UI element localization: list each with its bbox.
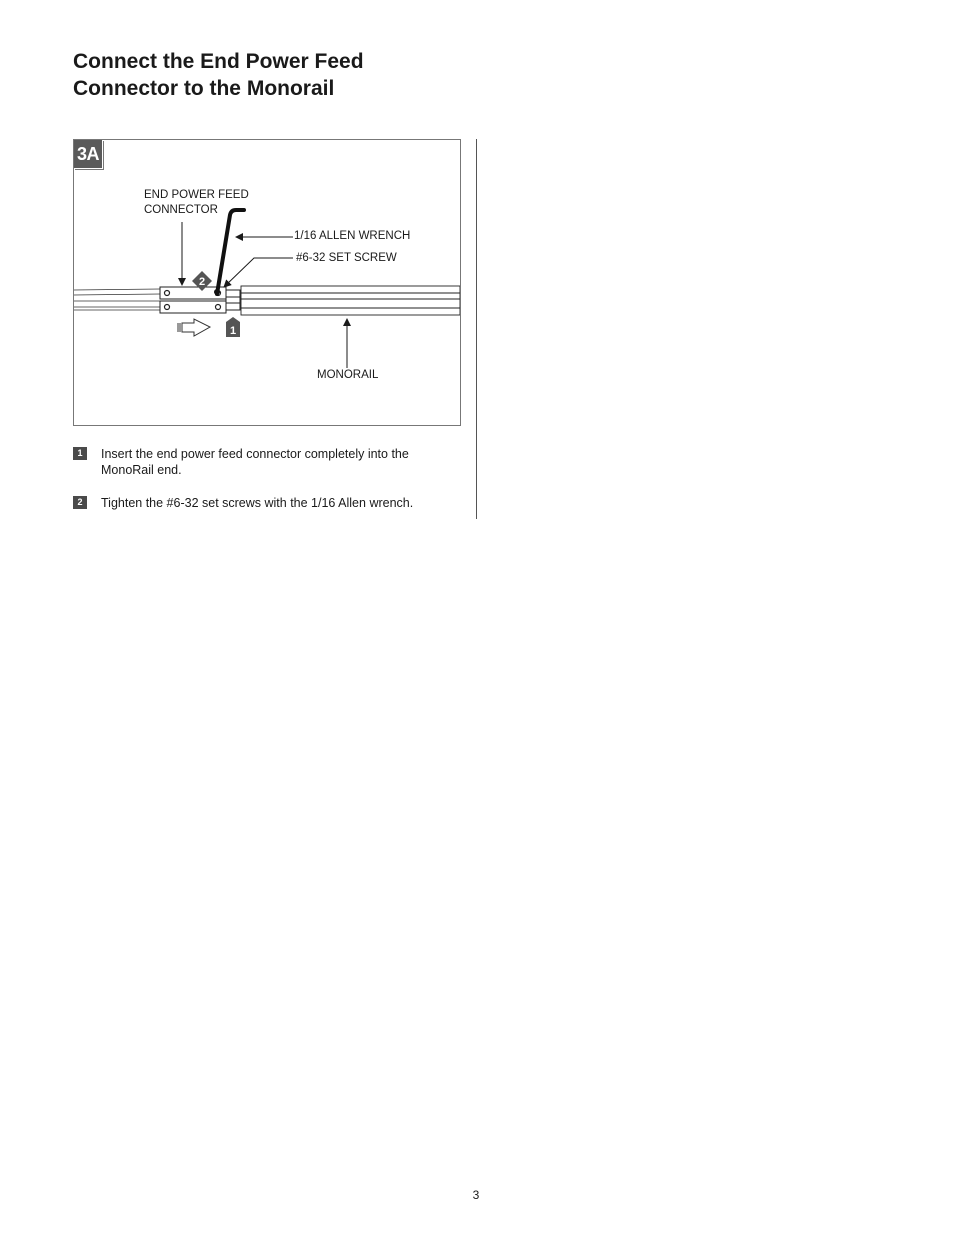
step-1-text: Insert the end power feed connector completely into the MonoRail end. [101, 447, 409, 477]
figure-3a [73, 139, 461, 426]
step-1-badge: 1 [73, 447, 87, 460]
step-2-marker-text: 2 [198, 276, 206, 288]
end-power-feed-connector [160, 287, 240, 313]
page-title-line-2: Connector to the Monorail [73, 77, 335, 100]
page-title [73, 48, 473, 102]
instruction-steps [73, 446, 463, 528]
monorail-label: MONORAIL [317, 369, 379, 381]
step-1-marker-text: 1 [229, 325, 237, 337]
insert-direction-arrow [178, 319, 210, 336]
feed-wires [74, 289, 160, 310]
step-1-marker [226, 317, 240, 337]
step-2-text: Tighten the #6-32 set screws with the 1/16 Allen wrench. [101, 496, 414, 510]
column-divider [476, 139, 477, 519]
monorail-track [241, 286, 460, 315]
set-screw-label: #6-32 SET SCREW [296, 252, 397, 264]
step-1 [73, 446, 463, 478]
installation-diagram [74, 140, 460, 425]
step-2-badge: 2 [73, 496, 87, 509]
step-2 [73, 495, 463, 511]
connector-label-line-2: CONNECTOR [144, 204, 218, 216]
page-title-line-1: Connect the End Power Feed [73, 50, 364, 73]
connector-label [144, 188, 249, 218]
page-number: 3 [472, 1188, 480, 1202]
figure-tag: 3A [74, 140, 103, 169]
wrench-label: 1/16 ALLEN WRENCH [294, 230, 411, 242]
connector-label-line-1: END POWER FEED [144, 189, 249, 201]
